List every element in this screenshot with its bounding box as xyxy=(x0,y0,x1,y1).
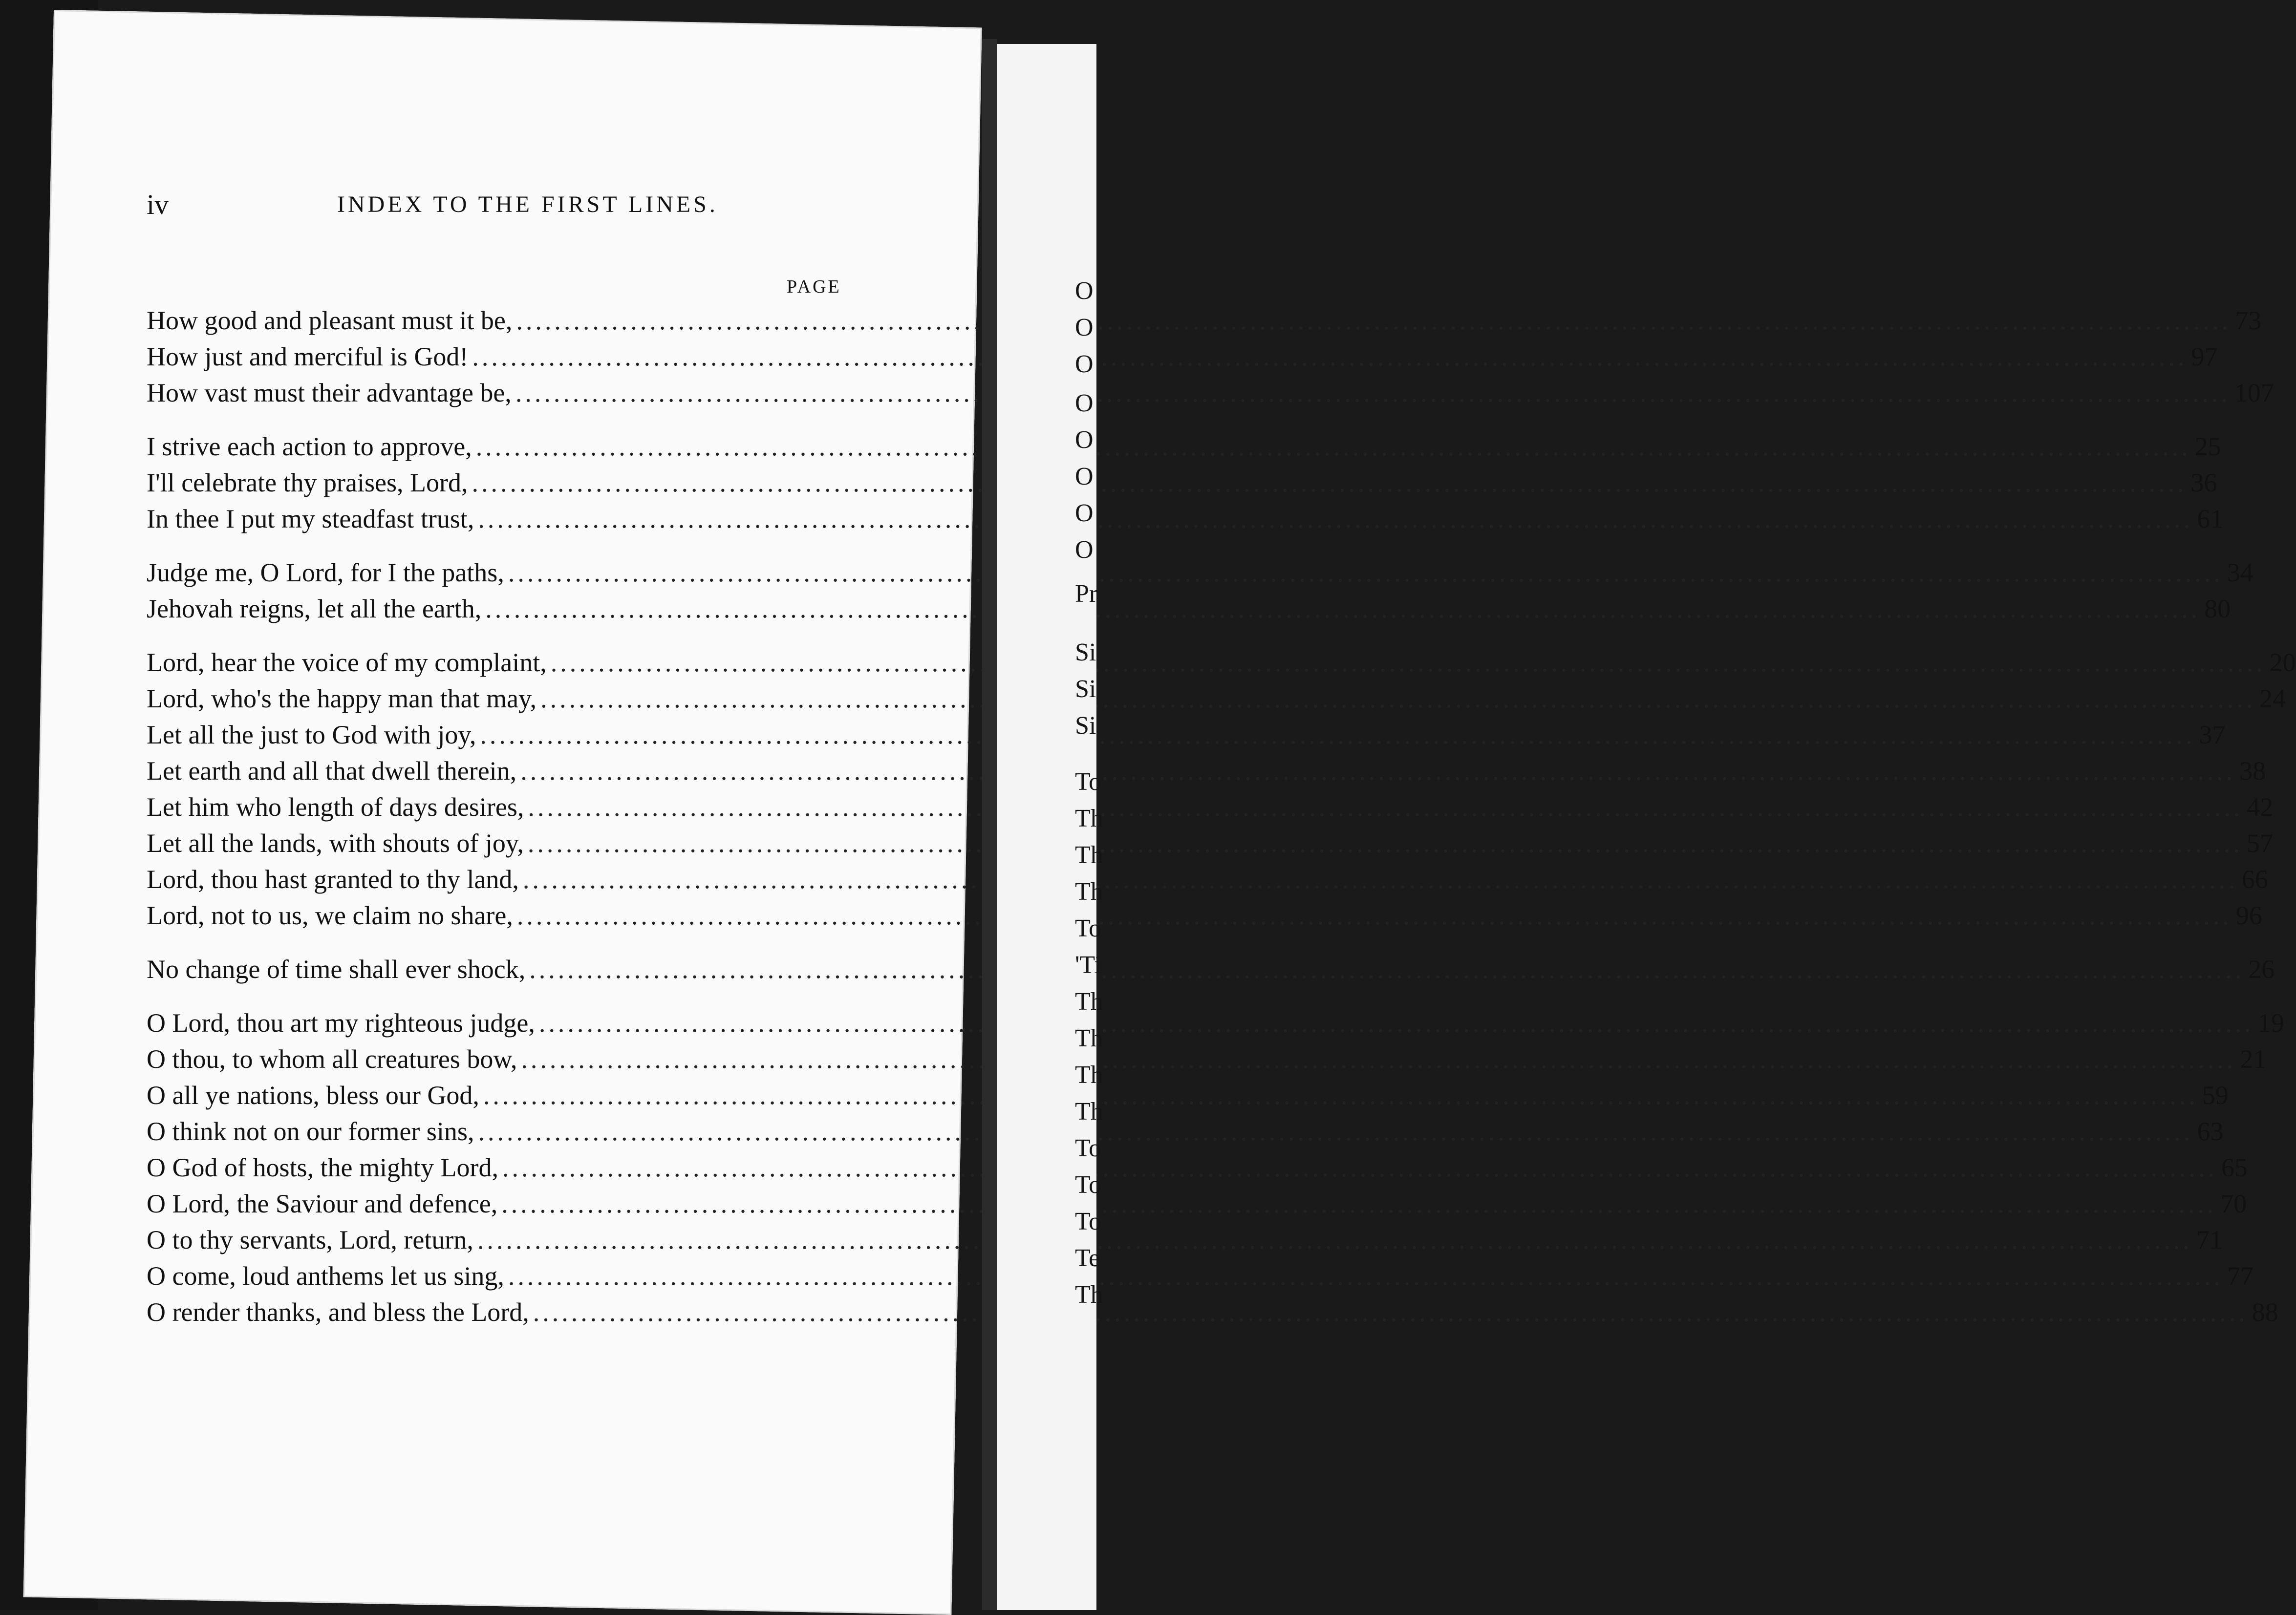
first-line-text: Let all the just to God with joy, xyxy=(147,720,476,749)
first-line-text: I strive each action to approve, xyxy=(147,432,472,461)
page-reference: 24 xyxy=(2259,684,2286,713)
dot-leader xyxy=(533,1297,2248,1327)
index-entry xyxy=(147,1261,2253,1297)
facing-page-letter: To xyxy=(1075,914,1102,942)
dot-leader xyxy=(551,647,2266,678)
dot-leader xyxy=(540,683,2255,714)
page-reference: 36 xyxy=(2190,468,2217,497)
first-line-text: In thee I put my steadfast trust, xyxy=(147,504,474,533)
index-entry xyxy=(147,954,2275,990)
first-line-text: How just and merciful is God! xyxy=(147,342,469,371)
book-gutter xyxy=(982,39,997,1610)
facing-page-letter: To xyxy=(1075,1171,1102,1199)
index-entry xyxy=(147,341,2218,378)
first-line-text: O think not on our former sins, xyxy=(147,1117,474,1146)
page-reference: 77 xyxy=(2227,1261,2253,1291)
first-line-text: O come, loud anthems let us sing, xyxy=(147,1261,504,1291)
dot-leader xyxy=(501,1189,2216,1219)
index-entry xyxy=(147,1008,2284,1044)
first-line-text: Jehovah reigns, let all the earth, xyxy=(147,594,482,623)
index-entry xyxy=(147,1116,2224,1152)
page-reference: 57 xyxy=(2246,829,2273,858)
index-group xyxy=(147,305,2274,414)
facing-page-letter: To xyxy=(1075,1208,1102,1235)
first-line-text: O to thy servants, Lord, return, xyxy=(147,1225,473,1254)
facing-page-letter: O xyxy=(1075,426,1094,454)
first-line-text: How good and pleasant must it be, xyxy=(147,306,513,335)
first-line-text: Lord, hear the voice of my complaint, xyxy=(147,648,547,677)
dot-leader xyxy=(502,1152,2217,1183)
index-group xyxy=(147,1008,2284,1333)
dot-leader xyxy=(472,468,2187,498)
index-group xyxy=(147,954,2275,990)
page-reference: 42 xyxy=(2247,792,2274,822)
page-reference: 71 xyxy=(2196,1225,2223,1254)
index-entry xyxy=(147,900,2262,936)
facing-page-letter: Th xyxy=(1075,988,1103,1016)
first-line-text: How vast must their advantage be, xyxy=(147,378,512,407)
page-reference: 19 xyxy=(2257,1008,2284,1038)
first-line-text: O all ye nations, bless our God, xyxy=(147,1081,479,1110)
facing-page-letter: Si xyxy=(1075,638,1096,666)
page-reference: 80 xyxy=(2204,594,2231,623)
facing-page-fragment xyxy=(997,44,1103,1610)
page-reference: 96 xyxy=(2235,901,2262,930)
index-entry xyxy=(147,1044,2267,1080)
facing-page-letter: Si xyxy=(1075,712,1096,740)
facing-page-letter: Th xyxy=(1075,841,1103,869)
dot-leader xyxy=(516,305,2231,336)
page-reference: 65 xyxy=(2221,1153,2248,1182)
index-entry xyxy=(147,378,2274,414)
dot-leader xyxy=(523,864,2238,894)
dot-leader xyxy=(528,792,2243,822)
first-line-text: O Lord, the Saviour and defence, xyxy=(147,1189,498,1218)
index-entry xyxy=(147,468,2217,504)
page-reference: 88 xyxy=(2252,1297,2278,1327)
first-line-text: O God of hosts, the mighty Lord, xyxy=(147,1153,498,1182)
page-reference: 70 xyxy=(2220,1189,2247,1218)
page-reference: 26 xyxy=(2248,955,2275,984)
first-line-text: O Lord, thou art my righteous judge, xyxy=(147,1008,535,1038)
facing-page-letter: To xyxy=(1075,768,1102,796)
facing-page-letter: O xyxy=(1075,350,1094,378)
facing-page-letter: Pr xyxy=(1075,580,1098,608)
facing-page-letter: Th xyxy=(1075,1024,1103,1052)
facing-page-letter: Th xyxy=(1075,805,1103,832)
page-reference: 59 xyxy=(2202,1081,2229,1110)
first-lines-index xyxy=(147,305,2296,1351)
facing-page-letter: O xyxy=(1075,499,1094,527)
page-reference: 97 xyxy=(2191,342,2218,371)
page-reference: 63 xyxy=(2197,1117,2224,1146)
index-entry xyxy=(147,1297,2278,1333)
facing-page-letter: O xyxy=(1075,536,1094,564)
first-line-text: Let him who length of days desires, xyxy=(147,792,524,822)
dot-leader xyxy=(485,594,2200,624)
dot-leader xyxy=(520,756,2235,786)
dot-leader xyxy=(529,951,2244,984)
facing-page-letter: Th xyxy=(1075,1061,1103,1089)
page-reference: 66 xyxy=(2241,865,2268,894)
facing-page-letter: Si xyxy=(1075,675,1096,703)
page-reference: 61 xyxy=(2197,504,2224,533)
page-reference: 34 xyxy=(2227,558,2253,587)
index-entry xyxy=(147,828,2273,864)
index-entry xyxy=(147,864,2268,900)
page-reference: 73 xyxy=(2235,306,2262,335)
index-entry xyxy=(147,305,2262,341)
dot-leader xyxy=(478,1116,2193,1147)
index-entry xyxy=(147,792,2274,828)
dot-leader xyxy=(472,341,2187,372)
first-line-text: No change of time shall ever shock, xyxy=(147,955,526,984)
page-reference: 20 xyxy=(2269,648,2296,677)
index-entry xyxy=(147,504,2224,540)
first-line-text: O render thanks, and bless the Lord, xyxy=(147,1297,529,1327)
facing-page-letter: O xyxy=(1075,389,1094,417)
index-group xyxy=(147,647,2296,936)
page-reference: 38 xyxy=(2239,756,2266,786)
page-reference: 21 xyxy=(2240,1044,2267,1074)
index-entry xyxy=(147,431,2221,468)
facing-page-letter: Th xyxy=(1075,1098,1103,1126)
first-line-text: Lord, thou hast granted to thy land, xyxy=(147,865,519,894)
facing-page-letter: Th xyxy=(1075,1281,1103,1309)
first-line-text: O thou, to whom all creatures bow, xyxy=(147,1044,517,1074)
dot-leader xyxy=(517,900,2232,931)
facing-page-letter: O xyxy=(1075,314,1094,341)
page-column-label: PAGE xyxy=(787,276,841,297)
dot-leader xyxy=(539,1008,2254,1038)
first-line-text: Let all the lands, with shouts of joy, xyxy=(147,829,524,858)
first-line-text: Lord, not to us, we claim no share, xyxy=(147,901,513,930)
page-reference: 107 xyxy=(2234,378,2274,407)
dot-leader xyxy=(515,378,2231,408)
dot-leader xyxy=(521,1044,2236,1074)
first-line-text: Judge me, O Lord, for I the paths, xyxy=(147,558,504,587)
first-line-text: Lord, who's the happy man that may, xyxy=(147,684,537,713)
facing-page-letter: Th xyxy=(1075,878,1103,906)
page-reference: 37 xyxy=(2199,720,2226,749)
dot-leader xyxy=(508,1261,2223,1291)
dot-leader xyxy=(480,720,2195,750)
dot-leader xyxy=(477,1225,2192,1255)
first-line-text: I'll celebrate thy praises, Lord, xyxy=(147,468,468,497)
index-group xyxy=(147,431,2224,540)
dot-leader xyxy=(483,1080,2198,1110)
page-number: iv xyxy=(147,189,169,220)
page-title: INDEX TO THE FIRST LINES. xyxy=(337,191,718,217)
facing-page-letter: O xyxy=(1075,463,1094,490)
facing-page-letter: O xyxy=(1075,277,1094,305)
dot-leader xyxy=(528,828,2243,858)
page-header xyxy=(147,188,889,222)
first-line-text: Let earth and all that dwell therein, xyxy=(147,756,517,786)
dot-leader xyxy=(508,557,2223,588)
facing-page-letter: To xyxy=(1075,1134,1102,1162)
page-reference: 25 xyxy=(2194,432,2221,461)
dot-leader xyxy=(478,504,2193,534)
facing-page-letter: 'Ti xyxy=(1075,951,1101,979)
dot-leader xyxy=(476,431,2191,462)
facing-page-letter: Te xyxy=(1075,1244,1100,1272)
